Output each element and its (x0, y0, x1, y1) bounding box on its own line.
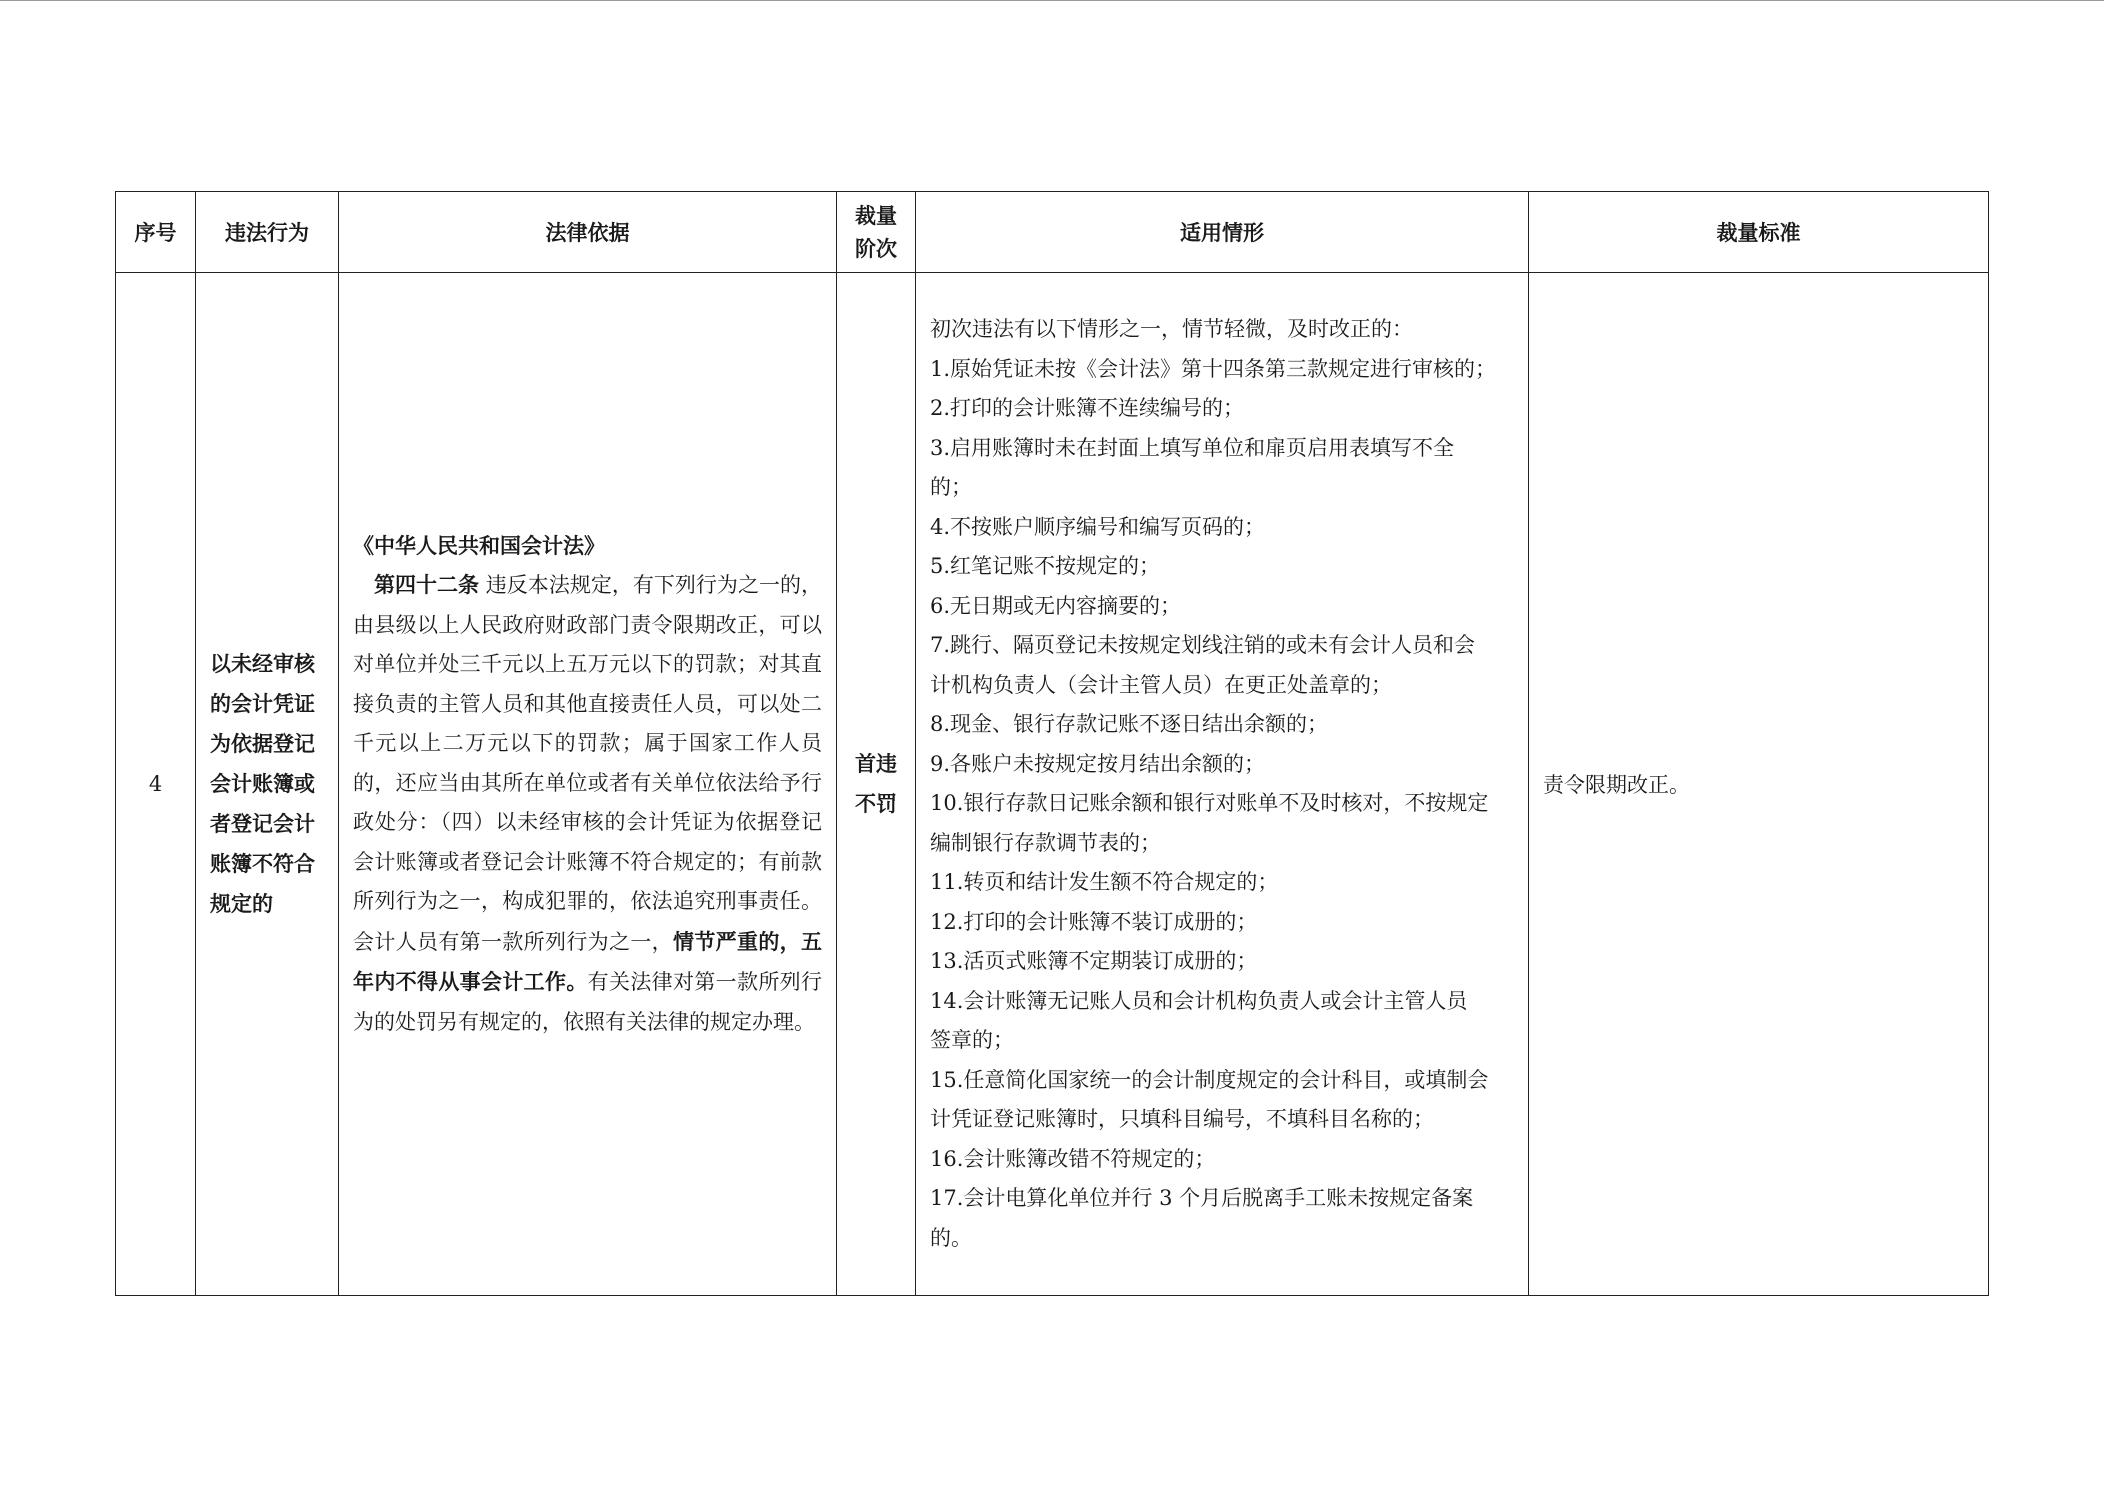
list-item: 8.现金、银行存款记账不逐日结出余额的； (930, 712, 1329, 736)
header-level-line2: 阶次 (855, 236, 897, 261)
header-discretion-standard: 裁量标准 (1529, 192, 1989, 273)
list-item: 15.任意简化国家统一的会计制度规定的会计科目，或填制会 (930, 1067, 1489, 1092)
header-applicable-case: 适用情形 (916, 192, 1529, 273)
header-no: 序号 (116, 192, 196, 273)
list-item: 1.原始凭证未按《会计法》第十四条第三款规定进行审核的； (930, 356, 1497, 381)
list-item: 10.银行存款日记账余额和银行对账单不及时核对，不按规定 (930, 791, 1489, 815)
list-item: 的。 (930, 1225, 972, 1250)
list-item: 计机构负责人（会计主管人员）在更正处盖章的； (930, 672, 1392, 697)
row-legal-basis (339, 273, 837, 1296)
list-item: 11.转页和结计发生额不符合规定的； (930, 870, 1279, 894)
row-applicable-case (916, 273, 1529, 1296)
list-item: 12.打印的会计账簿不装订成册的； (930, 909, 1258, 934)
level-text (855, 744, 899, 824)
table-row (116, 273, 1989, 1296)
law-title: 《中华人民共和国会计法》 (353, 532, 605, 558)
list-item: 13.活页式账簿不定期装订成册的； (930, 949, 1258, 973)
row-discretion-standard: 责令限期改正。 (1529, 273, 1989, 1296)
header-level-line1: 裁量 (855, 203, 897, 228)
violation-text: 以未经审核的会计凭证为依据登记会计账簿或者登记会计账簿不符合规定的 (210, 651, 315, 916)
list-item: 4.不按账户顺序编号和编写页码的； (930, 514, 1266, 539)
list-item: 初次违法有以下情形之一，情节轻微，及时改正的： (930, 317, 1413, 341)
list-item: 的； (930, 475, 972, 499)
page-top-border (0, 0, 2104, 1)
list-item: 编制银行存款调节表的； (930, 830, 1161, 855)
row-discretion-level (837, 273, 916, 1296)
level-line2: 不罚 (855, 791, 897, 816)
list-item: 2.打印的会计账簿不连续编号的； (930, 396, 1245, 420)
list-item: 计凭证登记账簿时，只填科目编号，不填科目名称的； (930, 1107, 1434, 1131)
list-item: 17.会计电算化单位并行 3 个月后脱离手工账未按规定备案 (930, 1186, 1474, 1210)
header-discretion-level (837, 192, 916, 273)
row-violation (196, 273, 339, 1296)
level-line1: 首违 (855, 751, 897, 776)
list-item: 3.启用账簿时未在封面上填写单位和扉页启用表填写不全 (930, 435, 1455, 460)
list-item: 6.无日期或无内容摘要的； (930, 593, 1182, 618)
row-no: 4 (116, 273, 196, 1296)
law-text-a: 违反本法规定，有下列行为之一的，由县级以上人民政府财政部门责令限期改正，可以对单位并处三千元以上五万元以下的罚款；对其直接负责的主管人员和其他直接责任人员，可以处二千元以上二万元以下的罚款；属于国家工作人员的，还应当由其所在单位或者有关单位依法给予行政处分：（四）以未经审核的会计凭证为依据登记会计账簿或者登记会计账簿不符合规定的；有前款所列行为之一，构成犯罪的，依法追究刑事责任。会计人员有第一款所列行为之一， (353, 573, 822, 954)
list-item: 14.会计账簿无记账人员和会计机构负责人或会计主管人员 (930, 988, 1468, 1013)
list-item: 签章的； (930, 1028, 1014, 1052)
case-list (930, 310, 1514, 1258)
header-legal-basis: 法律依据 (339, 192, 837, 273)
law-text-b: 有关法律对第一款所列行为的处罚另有规定的，依照有关法律的规定办理。 (353, 970, 823, 1034)
law-text-bold: 情节严重的，五年内不得从事会计工作。 (353, 928, 822, 995)
list-item: 5.红笔记账不按规定的； (930, 554, 1161, 578)
law-body (353, 565, 822, 1042)
list-item: 7.跳行、隔页登记未按规定划线注销的或未有会计人员和会 (930, 633, 1476, 657)
law-article: 第四十二条 (374, 572, 480, 598)
list-item: 16.会计账簿改错不符规定的； (930, 1146, 1216, 1171)
penalty-discretion-table (115, 191, 1989, 1296)
header-violation: 违法行为 (196, 192, 339, 273)
table-header-row (116, 192, 1989, 273)
list-item: 9.各账户未按规定按月结出余额的； (930, 751, 1266, 776)
